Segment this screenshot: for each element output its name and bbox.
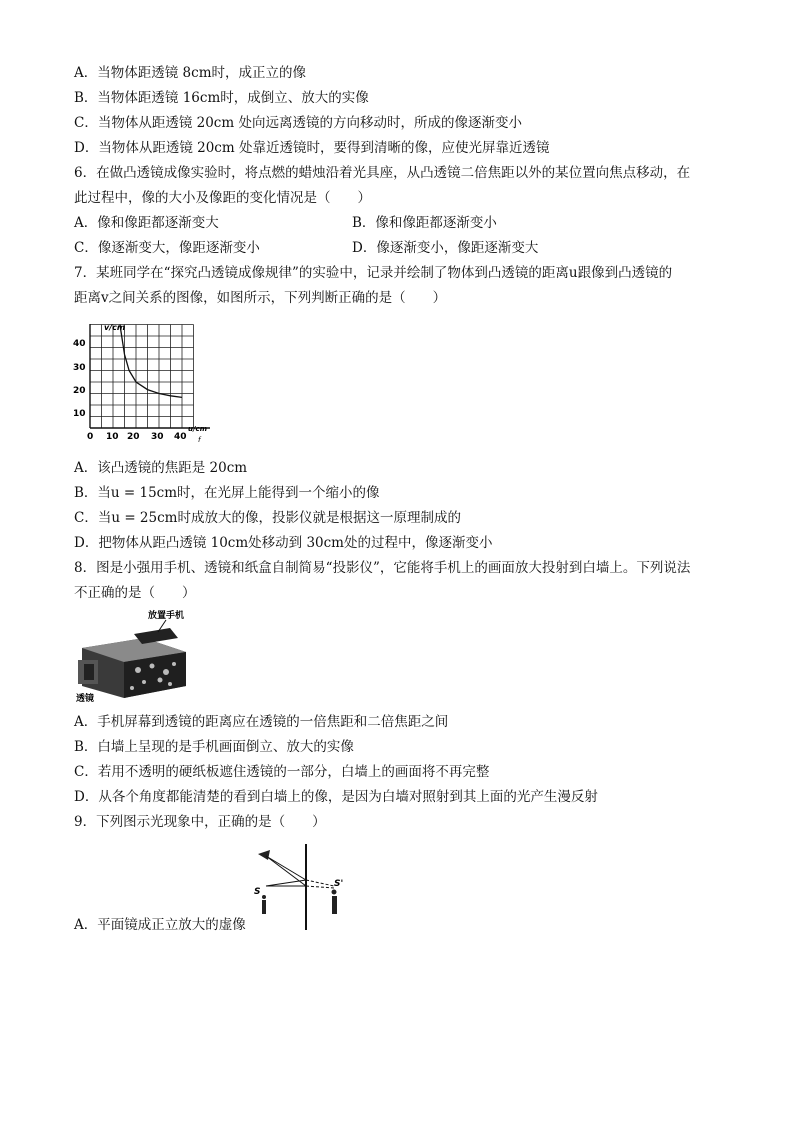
x-axis-label: u/cm [188,425,207,433]
q5-option-b: B．当物体距透镜 16cm时，成倒立、放大的实像 [74,90,369,106]
q7-option-a: A．该凸透镜的焦距是 20cm [74,460,248,476]
x-tick-30: 30 [151,432,164,442]
q7-option-d: D．把物体从距凸透镜 10cm处移动到 30cm处的过程中，像逐渐变小 [74,535,493,551]
label-s: S [254,887,261,897]
graph-grid [90,325,194,429]
q7-option-b: B．当u = 15cm时，在光屏上能得到一个缩小的像 [74,485,380,501]
q7-stem-line2: 距离v之间关系的图像，如图所示，下列判断正确的是（ ） [74,290,447,306]
q8-option-d: D．从各个角度都能清楚的看到白墙上的像，是因为白墙对照射到其上面的光产生漫反射 [74,789,598,805]
q9-stem: 9．下列图示光现象中，正确的是（ ） [74,814,326,830]
y-tick-10: 10 [73,409,86,419]
projector-photo [74,608,198,704]
q7-option-c: C．当u = 25cm时成放大的像，投影仪就是根据这一原理制成的 [74,510,461,526]
q5-option-d: D．当物体从距透镜 20cm 处靠近透镜时，要得到清晰的像，应使光屏靠近透镜 [74,140,550,156]
q8-stem-line2: 不正确的是（ ） [74,585,196,601]
q6-stem-line2: 此过程中，像的大小及像距的变化情况是（ ） [74,190,371,206]
uv-curve [120,325,182,398]
q6-option-d: D．像逐渐变小，像距逐渐变大 [352,240,539,256]
x-tick-10: 10 [106,432,119,442]
q6-stem-line1: 6．在做凸透镜成像实验时，将点燃的蜡烛沿着光具座，从凸透镜二倍焦距以外的某位置向焦点移动，在 [74,165,691,181]
q8-option-b: B．白墙上呈现的是手机画面倒立、放大的实像 [74,739,354,755]
q8-option-a: A．手机屏幕到透镜的距离应在透镜的一倍焦距和二倍焦距之间 [74,714,449,730]
label-lens: 透镜 [76,694,95,704]
plane-mirror-figure [252,840,344,932]
uv-graph [70,318,220,446]
q6-option-a: A．像和像距都逐渐变大 [74,215,219,231]
label-s-prime: S' [334,879,344,889]
y-tick-20: 20 [73,386,86,396]
q6-option-b: B．像和像距都逐渐变小 [352,215,497,231]
q5-option-c: C．当物体从距透镜 20cm 处向远离透镜的方向移动时，所成的像逐渐变小 [74,115,522,131]
x-tick-40: 40 [174,432,187,442]
q8-option-c: C．若用不透明的硬纸板遮住透镜的一部分，白墙上的画面将不再完整 [74,764,490,780]
q8-stem-line1: 8．图是小强用手机、透镜和纸盒自制简易“投影仪”，它能将手机上的画面放大投射到白墙上。下列说法 [74,560,691,576]
q9-option-a: A．平面镜成正立放大的虚像 [74,917,246,933]
q7-stem-line1: 7．某班同学在“探究凸透镜成像规律”的实验中，记录并绘制了物体到凸透镜的距离u跟像到凸透镜的 [74,265,673,281]
label-place-phone: 放置手机 [148,611,185,621]
y-axis-label: v/cm [104,323,126,332]
y-tick-30: 30 [73,363,86,373]
q5-option-a: A．当物体距透镜 8cm时，成正立的像 [74,65,306,81]
q6-option-c: C．像逐渐变大，像距逐渐变小 [74,240,260,256]
x-tick-20: 20 [127,432,140,442]
x-axis-f-label: f [198,436,201,444]
y-tick-40: 40 [73,339,86,349]
x-tick-0: 0 [87,432,94,442]
